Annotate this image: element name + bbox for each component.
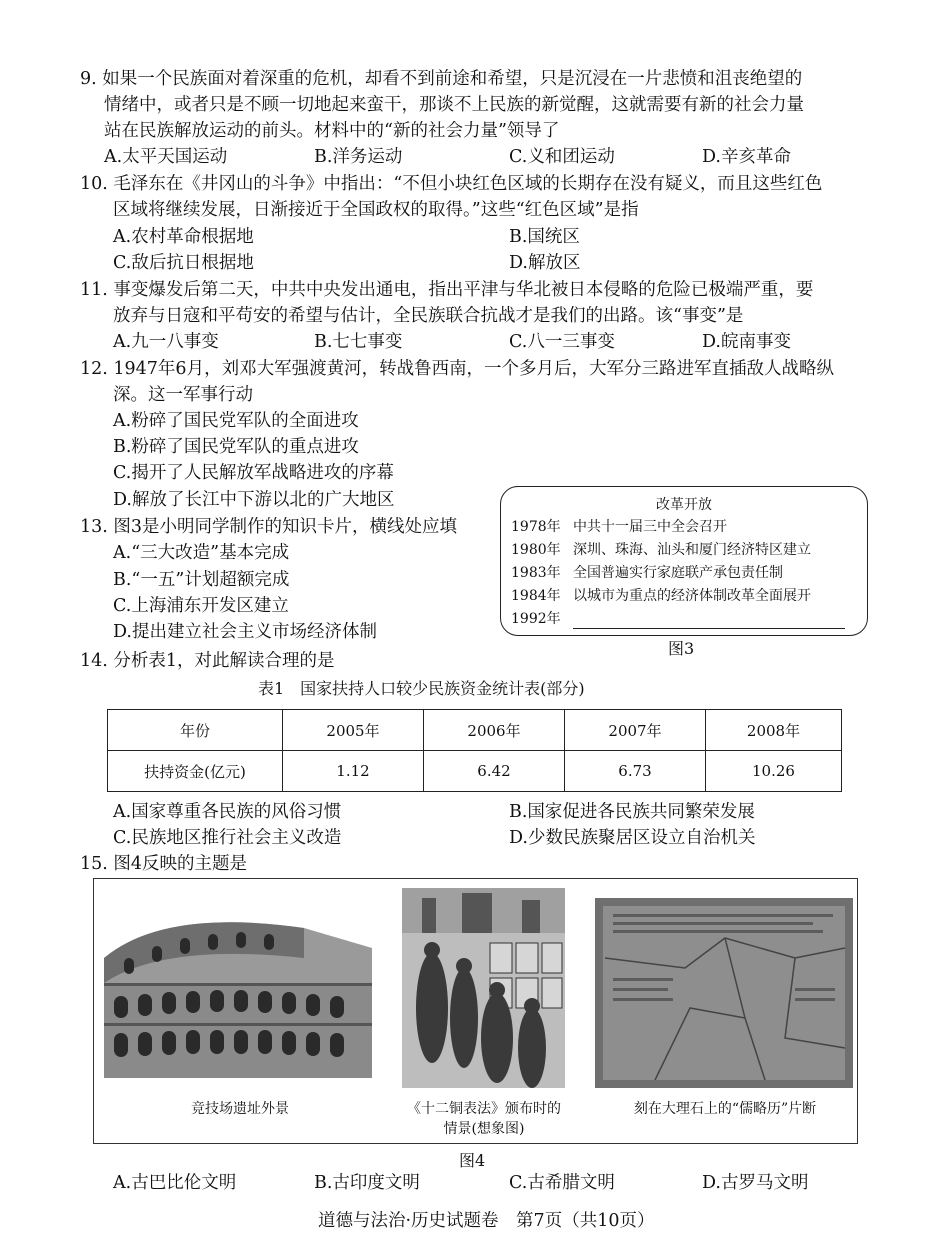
q9-option-b: B.洋务运动 [314,147,403,167]
table-cell: 6.42 [424,751,565,792]
q12-option-c: C.揭开了人民解放军战略进攻的序幕 [113,463,394,483]
q12-option-d: D.解放了长江中下游以北的广大地区 [113,490,395,510]
q15-option-c: C.古希腊文明 [509,1173,615,1193]
table1-title: 表1 国家扶持人口较少民族资金统计表(部分) [258,679,585,698]
q12-option-b: B.粉碎了国民党军队的重点进攻 [113,437,359,457]
q11-stem-line1: 11. 事变爆发后第二天，中共中央发出通电，指出平津与华北被日本侵略的危险已极端严重，要 [80,280,814,300]
table-header-cell: 2005年 [283,710,424,751]
table-header-cell: 2007年 [565,710,706,751]
q9-stem-line3: 站在民族解放运动的前头。材料中的“新的社会力量”领导了 [104,121,560,141]
q11-option-b: B.七七事变 [314,332,403,352]
julian-calendar-marble-photo [595,898,853,1088]
q9-option-c: C.义和团运动 [509,147,615,167]
q13-option-c: C.上海浦东开发区建立 [113,596,289,616]
q10-option-a: A.农村革命根据地 [113,227,254,247]
fig4-caption-twelve-tables-line2: 情景(想象图) [443,1121,525,1137]
q11-option-a: A.九一八事变 [113,332,219,352]
q15-stem: 15. 图4反映的主题是 [80,854,248,874]
q15-option-b: B.古印度文明 [314,1173,420,1193]
q14-option-a: A.国家尊重各民族的风俗习惯 [113,802,342,822]
q9-stem-line2: 情绪中，或者只是不顾一切地起来蛮干，那谈不上民族的新觉醒，这就需要有新的社会力量 [104,95,804,115]
q11-option-d: D.皖南事变 [702,332,791,352]
q10-option-d: D.解放区 [509,253,581,273]
card-row: 1980年 深圳、珠海、汕头和厦门经济特区建立 [511,542,811,558]
q12-option-a: A.粉碎了国民党军队的全面进攻 [113,411,359,431]
card-row: 1978年 中共十一届三中全会召开 [511,519,727,535]
q15-option-d: D.古罗马文明 [702,1173,809,1193]
fig4-label: 图4 [459,1151,486,1170]
q10-stem-line2: 区域将继续发展，日渐接近于全国政权的取得。”这些“红色区域”是指 [113,200,639,220]
q9-option-d: D.辛亥革命 [702,147,791,167]
table-header-cell: 2006年 [424,710,565,751]
table-header-cell: 2008年 [706,710,842,751]
q14-option-d: D.少数民族聚居区设立自治机关 [509,828,756,848]
table1 [107,709,842,792]
fig4-caption-twelve-tables-line1: 《十二铜表法》颁布时的 [407,1101,561,1117]
fill-in-blank-line [573,614,845,629]
q9-stem-line1: 9. 如果一个民族面对着深重的危机，却看不到前途和希望，只是沉浸在一片悲愤和沮丧绝望的 [80,69,803,89]
q11-option-c: C.八一三事变 [509,332,615,352]
q11-stem-line2: 放弃与日寇和平苟安的希望与估计，全民族联合抗战才是我们的出路。该“事变”是 [113,306,744,326]
fig4-caption-colosseum: 竞技场遗址外景 [191,1101,289,1117]
q13-option-b: B.“一五”计划超额完成 [113,570,290,590]
q14-stem: 14. 分析表1，对此解读合理的是 [80,651,335,671]
table-row [108,751,842,792]
q10-stem-line1: 10. 毛泽东在《井冈山的斗争》中指出：“不但小块红色区域的长期存在没有疑义，而且这些红色 [80,174,823,194]
table-cell: 1.12 [283,751,424,792]
q14-option-b: B.国家促进各民族共同繁荣发展 [509,802,755,822]
table-cell: 扶持资金(亿元) [108,751,283,792]
table-cell: 10.26 [706,751,842,792]
q14-option-c: C.民族地区推行社会主义改造 [113,828,342,848]
q12-stem-line2: 深。这一军事行动 [113,385,253,405]
fig4-caption-julian-calendar: 刻在大理石上的“儒略历”片断 [633,1101,817,1117]
colosseum-photo [104,888,372,1078]
q9-option-a: A.太平天国运动 [104,147,228,167]
q13-option-a: A.“三大改造”基本完成 [113,543,290,563]
table-header-row [108,710,842,751]
table-cell: 6.73 [565,751,706,792]
q10-option-c: C.敌后抗日根据地 [113,253,254,273]
table-header-cell: 年份 [108,710,283,751]
card-row: 1984年 以城市为重点的经济体制改革全面展开 [511,588,811,604]
card-row: 1983年 全国普遍实行家庭联产承包责任制 [511,565,783,581]
fig3-caption: 图3 [668,639,695,658]
card-row-blank: 1992年 [511,609,845,629]
q13-stem: 13. 图3是小明同学制作的知识卡片，横线处应填 [80,517,458,537]
q10-option-b: B.国统区 [509,227,580,247]
knowledge-card [500,486,868,636]
page-footer: 道德与法治·历史试题卷 第7页（共10页） [318,1211,655,1231]
q15-option-a: A.古巴比伦文明 [113,1173,237,1193]
q12-stem-line1: 12. 1947年6月，刘邓大军强渡黄河，转战鲁西南，一个多月后，大军分三路进军直插敌人战略纵 [80,359,835,379]
twelve-tables-illustration [402,888,565,1088]
q13-option-d: D.提出建立社会主义市场经济体制 [113,622,377,642]
card-title: 改革开放 [656,497,712,513]
